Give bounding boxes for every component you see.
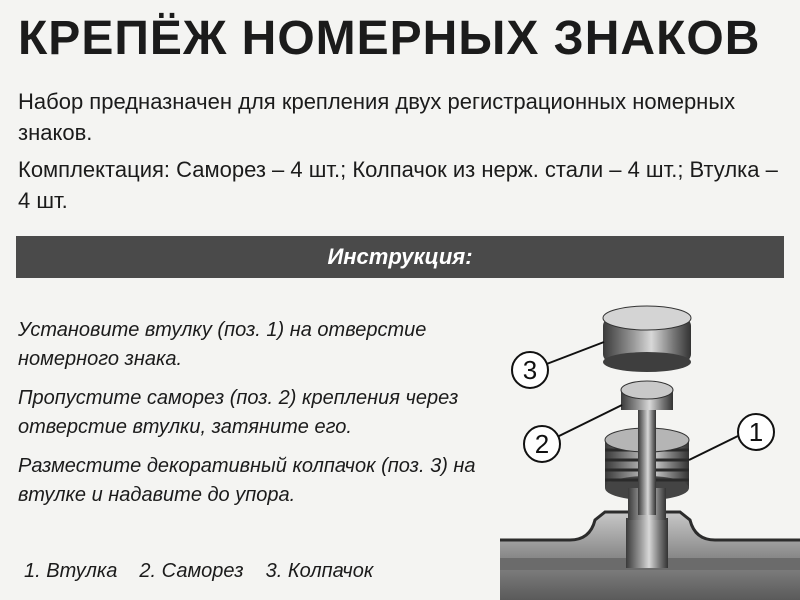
callout-3 — [512, 352, 548, 388]
callout-1 — [738, 414, 774, 450]
instruction-steps — [18, 316, 498, 520]
legend-item-screw: 2. Саморез — [139, 560, 244, 582]
legend-item-cap: 3. Колпачок — [265, 560, 374, 582]
callout-1-label: 1 — [748, 417, 764, 447]
callout-2-label: 2 — [534, 429, 550, 459]
parts-legend — [24, 558, 494, 584]
page-title: КРЕПЁЖ НОМЕРНЫХ ЗНАКОВ — [18, 12, 761, 65]
contents-text: Комплектация: Саморез – 4 шт.; Колпачок из нерж. стали – 4 шт.; Втулка – 4 шт. — [18, 157, 778, 213]
description-text: Набор предназначен для крепления двух регистрационных номерных знаков. — [18, 89, 736, 145]
step-2: Пропустите саморез (поз. 2) крепления через отверстие втулки, затяните его. — [18, 387, 459, 438]
step-1: Установите втулку (поз. 1) на отверстие номерного знака. — [18, 319, 427, 370]
cap-graphic — [603, 306, 691, 372]
callout-3-label: 3 — [522, 355, 538, 385]
assembly-diagram — [500, 290, 800, 600]
instruction-header-band — [16, 236, 784, 278]
instruction-header: Инструкция: — [327, 244, 473, 269]
legend-item-bushing: 1. Втулка — [24, 560, 118, 582]
callout-2 — [524, 426, 560, 462]
step-3: Разместите декоративный колпачок (поз. 3) на втулке и надавите до упора. — [18, 455, 476, 506]
